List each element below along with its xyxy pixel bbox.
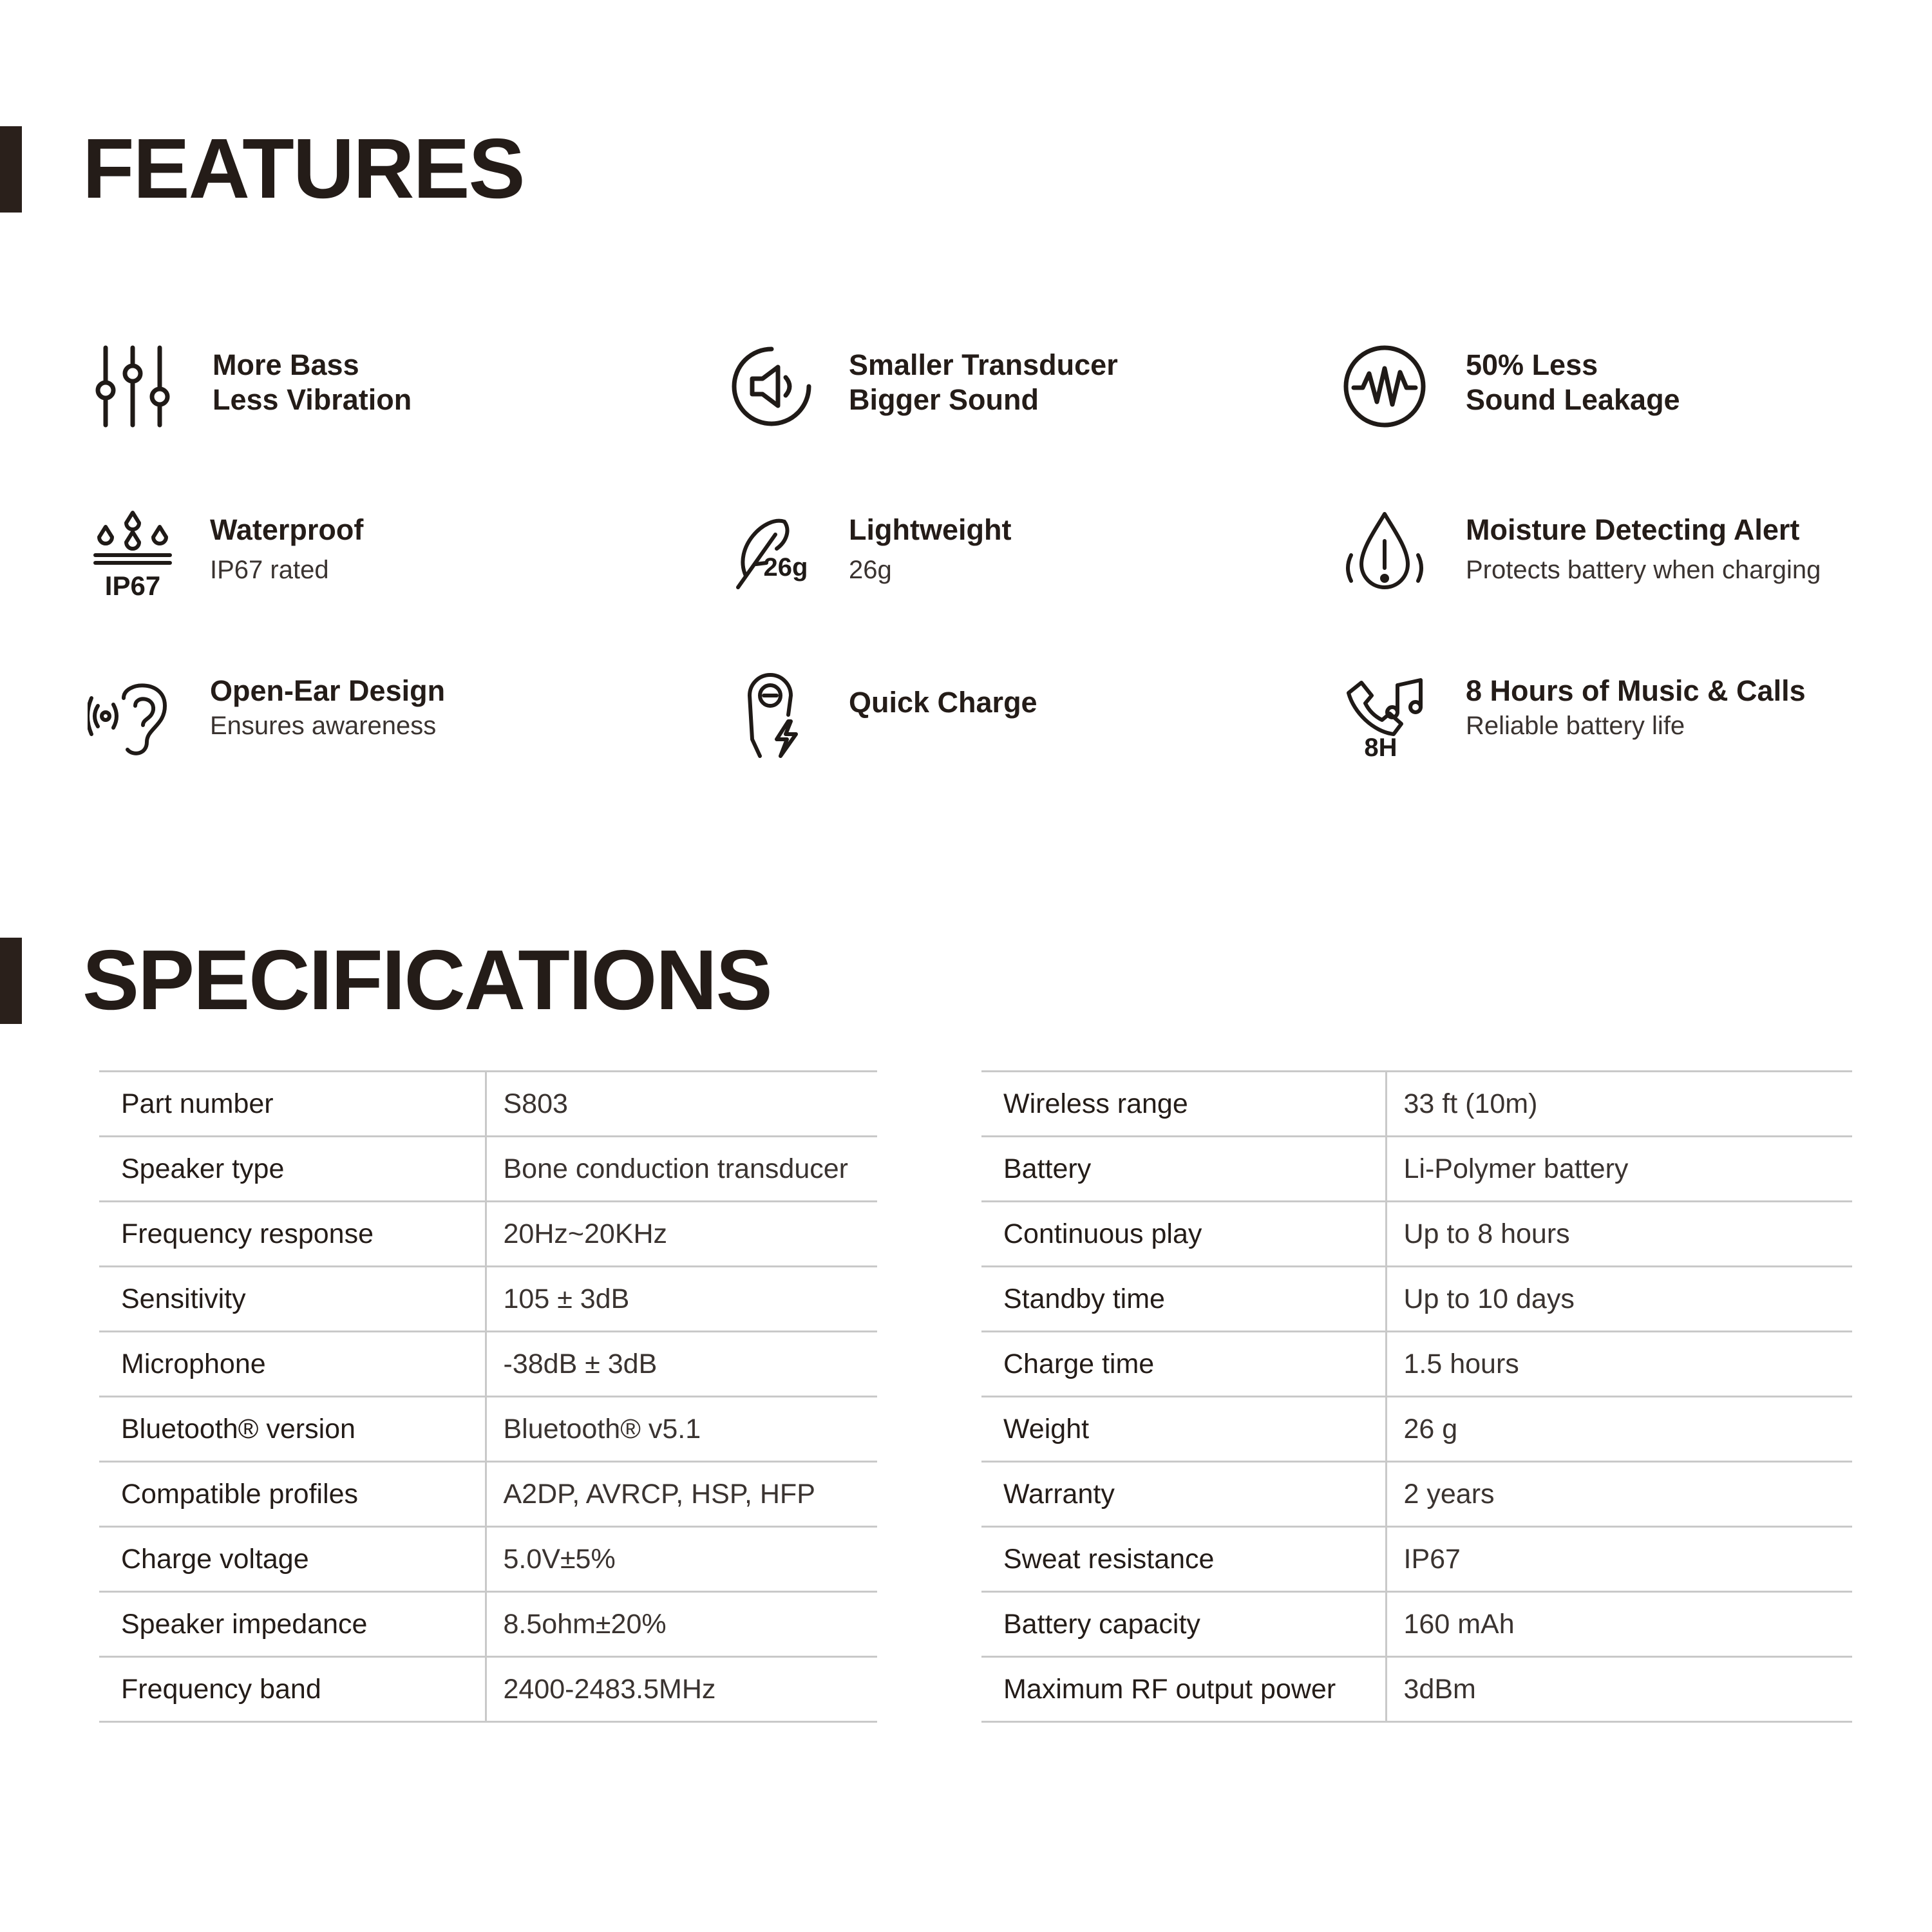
table-row xyxy=(99,1527,877,1592)
spec-value: 26 g xyxy=(1386,1397,1852,1462)
spec-label: Frequency band xyxy=(99,1657,486,1722)
spec-label: Frequency response xyxy=(99,1202,486,1267)
feature-title-line2: Sound Leakage xyxy=(1466,383,1680,416)
feature-description: 26g xyxy=(849,556,892,584)
spec-label: Battery capacity xyxy=(981,1592,1386,1657)
specifications-heading: SPECIFICATIONS xyxy=(82,933,772,1027)
spec-label: Part number xyxy=(99,1072,486,1137)
spec-value: 2 years xyxy=(1386,1462,1852,1527)
feature-title: Open-Ear Design xyxy=(210,674,446,707)
features-heading: FEATURES xyxy=(82,121,524,216)
spec-value: IP67 xyxy=(1386,1527,1852,1592)
table-row xyxy=(981,1072,1852,1137)
table-row xyxy=(981,1592,1852,1657)
table-row xyxy=(99,1462,877,1527)
feature-title: More Bass xyxy=(213,348,359,381)
spec-value: Bone conduction transducer xyxy=(486,1137,877,1202)
feature-title: Quick Charge xyxy=(849,686,1037,719)
table-row xyxy=(981,1462,1852,1527)
ear-icon xyxy=(88,670,178,760)
spec-table-left xyxy=(99,1070,877,1723)
feature-description: IP67 rated xyxy=(210,556,329,584)
spec-value: 1.5 hours xyxy=(1386,1332,1852,1397)
spec-value: Bluetooth® v5.1 xyxy=(486,1397,877,1462)
soundwave-icon xyxy=(1340,341,1430,431)
feature-title: Moisture Detecting Alert xyxy=(1466,513,1800,546)
table-row xyxy=(981,1202,1852,1267)
speaker-icon xyxy=(726,341,817,431)
spec-label: Maximum RF output power xyxy=(981,1657,1386,1722)
quick-charge-icon xyxy=(726,670,817,760)
table-row xyxy=(99,1657,877,1722)
feature-title: Smaller Transducer xyxy=(849,348,1118,381)
feature-title: 50% Less xyxy=(1466,348,1598,381)
spec-value: 3dBm xyxy=(1386,1657,1852,1722)
spec-value: Up to 8 hours xyxy=(1386,1202,1852,1267)
spec-value: 20Hz~20KHz xyxy=(486,1202,877,1267)
spec-label: Sweat resistance xyxy=(981,1527,1386,1592)
moisture-alert-icon xyxy=(1340,509,1430,599)
feature-description: Ensures awareness xyxy=(210,712,437,740)
spec-label: Charge time xyxy=(981,1332,1386,1397)
table-row xyxy=(981,1527,1852,1592)
table-row xyxy=(99,1267,877,1332)
table-row xyxy=(981,1397,1852,1462)
table-row xyxy=(99,1332,877,1397)
spec-label: Continuous play xyxy=(981,1202,1386,1267)
feature-description: Protects battery when charging xyxy=(1466,556,1821,584)
feather-icon xyxy=(726,509,817,599)
feature-title: Lightweight xyxy=(849,513,1012,546)
table-row xyxy=(99,1137,877,1202)
spec-label: Sensitivity xyxy=(99,1267,486,1332)
spec-label: Bluetooth® version xyxy=(99,1397,486,1462)
table-row xyxy=(99,1202,877,1267)
spec-value: 2400-2483.5MHz xyxy=(486,1657,877,1722)
table-row xyxy=(981,1267,1852,1332)
hours-icon-label: 8H xyxy=(1364,734,1397,760)
spec-value: 160 mAh xyxy=(1386,1592,1852,1657)
table-row xyxy=(99,1397,877,1462)
phone-music-icon xyxy=(1340,670,1430,760)
water-drops-icon xyxy=(88,509,178,599)
spec-label: Battery xyxy=(981,1137,1386,1202)
spec-label: Charge voltage xyxy=(99,1527,486,1592)
ip67-icon-label: IP67 xyxy=(104,571,161,599)
table-row xyxy=(981,1137,1852,1202)
spec-label: Compatible profiles xyxy=(99,1462,486,1527)
feature-title: 8 Hours of Music & Calls xyxy=(1466,674,1806,707)
spec-label: Warranty xyxy=(981,1462,1386,1527)
spec-label: Wireless range xyxy=(981,1072,1386,1137)
spec-label: Microphone xyxy=(99,1332,486,1397)
weight-icon-label: 26g xyxy=(763,553,808,582)
spec-label: Weight xyxy=(981,1397,1386,1462)
spec-value: 33 ft (10m) xyxy=(1386,1072,1852,1137)
specifications-accent-bar xyxy=(0,938,22,1024)
spec-value: 8.5ohm±20% xyxy=(486,1592,877,1657)
table-row xyxy=(981,1657,1852,1722)
spec-table-right xyxy=(981,1070,1852,1723)
spec-value: Li-Polymer battery xyxy=(1386,1137,1852,1202)
spec-value: -38dB ± 3dB xyxy=(486,1332,877,1397)
spec-value: 105 ± 3dB xyxy=(486,1267,877,1332)
spec-value: Up to 10 days xyxy=(1386,1267,1852,1332)
spec-value: A2DP, AVRCP, HSP, HFP xyxy=(486,1462,877,1527)
feature-title: Waterproof xyxy=(210,513,364,546)
feature-title-line2: Less Vibration xyxy=(213,383,412,416)
spec-label: Speaker impedance xyxy=(99,1592,486,1657)
features-accent-bar xyxy=(0,126,22,213)
table-row xyxy=(981,1332,1852,1397)
feature-title-line2: Bigger Sound xyxy=(849,383,1039,416)
table-row xyxy=(99,1592,877,1657)
spec-value: 5.0V±5% xyxy=(486,1527,877,1592)
equalizer-icon xyxy=(88,341,178,431)
feature-description: Reliable battery life xyxy=(1466,712,1685,740)
spec-label: Speaker type xyxy=(99,1137,486,1202)
spec-label: Standby time xyxy=(981,1267,1386,1332)
table-row xyxy=(99,1072,877,1137)
spec-value: S803 xyxy=(486,1072,877,1137)
